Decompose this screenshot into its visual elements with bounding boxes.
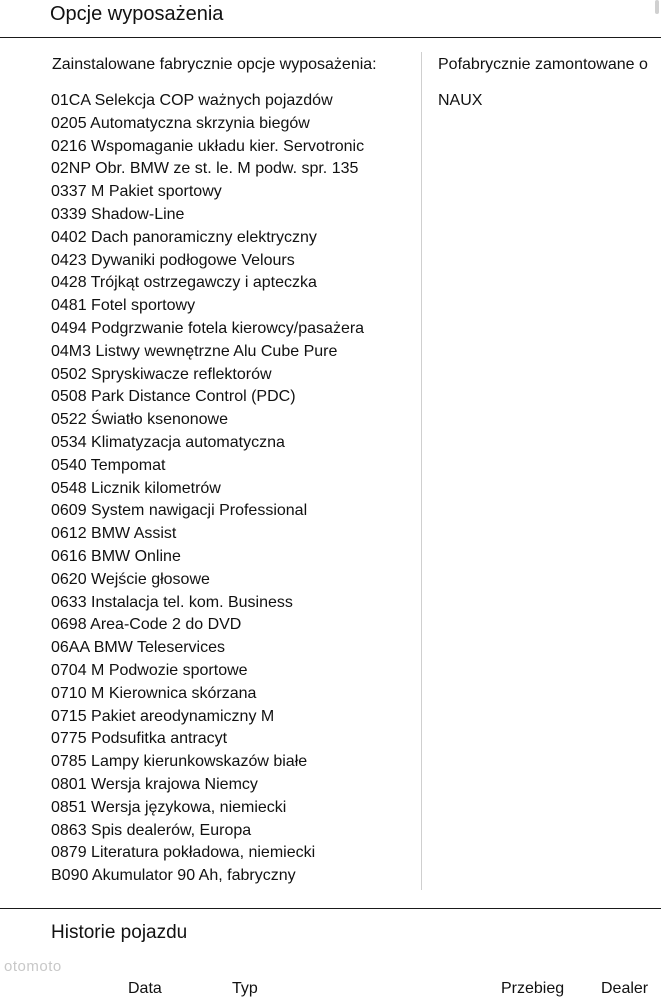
factory-option-item: 0522 Światło ksenonowe (51, 411, 229, 429)
factory-option-item: 0863 Spis dealerów, Europa (51, 821, 252, 839)
factory-option-item: 0715 Pakiet areodynamiczny M (51, 707, 275, 725)
factory-option-item: 0534 Klimatyzacja automatyczna (51, 433, 285, 451)
factory-options-list (51, 90, 364, 888)
factory-option-item: 0339 Shadow-Line (51, 205, 185, 223)
equipment-header-divider (0, 37, 661, 38)
factory-option-item: 0540 Tempomat (51, 456, 166, 474)
factory-option-item: 0337 M Pakiet sportowy (51, 183, 222, 201)
factory-option-item: 02NP Obr. BMW ze st. le. M podw. spr. 135 (51, 160, 359, 178)
factory-option-item: 0205 Automatyczna skrzynia biegów (51, 114, 310, 132)
factory-option-item: 0612 BMW Assist (51, 525, 177, 543)
factory-options-header: Zainstalowane fabrycznie opcje wyposażenia: (52, 56, 377, 73)
equipment-section-title: Opcje wyposażenia (50, 3, 224, 25)
history-column-dealer[interactable]: Dealer (601, 980, 649, 997)
factory-option-item: 0508 Park Distance Control (PDC) (51, 388, 296, 406)
history-header-divider (0, 908, 661, 909)
factory-option-item: 0775 Podsufitka antracyt (51, 730, 228, 748)
factory-option-item: 0428 Trójkąt ostrzegawczy i apteczka (51, 274, 317, 292)
aftermarket-options-list (438, 90, 482, 113)
aftermarket-option-item: NAUX (438, 92, 483, 109)
factory-option-item: 0801 Wersja krajowa Niemcy (51, 775, 258, 793)
factory-option-item: 0704 M Podwozie sportowe (51, 661, 248, 679)
history-column-mileage[interactable]: Przebieg (501, 980, 565, 997)
factory-option-item: 0620 Wejście głosowe (51, 570, 210, 588)
watermark-logo: otomoto (4, 958, 62, 975)
factory-option-item: B090 Akumulator 90 Ah, fabryczny (51, 867, 296, 885)
factory-option-item: 0548 Licznik kilometrów (51, 479, 221, 497)
factory-option-item: 0494 Podgrzwanie fotela kierowcy/pasażera (51, 319, 365, 337)
factory-option-item: 0423 Dywaniki podłogowe Velours (51, 251, 295, 269)
factory-option-item: 0633 Instalacja tel. kom. Business (51, 593, 293, 611)
factory-option-item: 0609 System nawigacji Professional (51, 502, 308, 520)
history-section-title: Historie pojazdu (51, 922, 188, 943)
factory-option-item: 0851 Wersja językowa, niemiecki (51, 798, 287, 816)
factory-option-item: 0879 Literatura pokładowa, niemiecki (51, 844, 316, 862)
factory-option-item: 0616 BMW Online (51, 547, 181, 565)
factory-option-item: 0710 M Kierownica skórzana (51, 684, 257, 702)
history-column-type[interactable]: Typ (232, 980, 258, 997)
factory-option-item: 06AA BMW Teleservices (51, 639, 225, 657)
factory-option-item: 0481 Fotel sportowy (51, 297, 196, 315)
factory-option-item: 0502 Spryskiwacze reflektorów (51, 365, 272, 383)
factory-option-item: 04M3 Listwy wewnętrzne Alu Cube Pure (51, 342, 338, 360)
column-divider (421, 52, 422, 890)
scrollbar-thumb[interactable] (655, 0, 659, 14)
history-column-date[interactable]: Data (128, 980, 162, 997)
factory-option-item: 0402 Dach panoramiczny elektryczny (51, 228, 317, 246)
factory-option-item: 0785 Lampy kierunkowskazów białe (51, 753, 308, 771)
factory-option-item: 0216 Wspomaganie układu kier. Servotronic (51, 137, 365, 155)
aftermarket-options-header: Pofabrycznie zamontowane o (438, 56, 648, 73)
factory-option-item: 01CA Selekcja COP ważnych pojazdów (51, 92, 333, 109)
factory-option-item: 0698 Area-Code 2 do DVD (51, 616, 242, 634)
